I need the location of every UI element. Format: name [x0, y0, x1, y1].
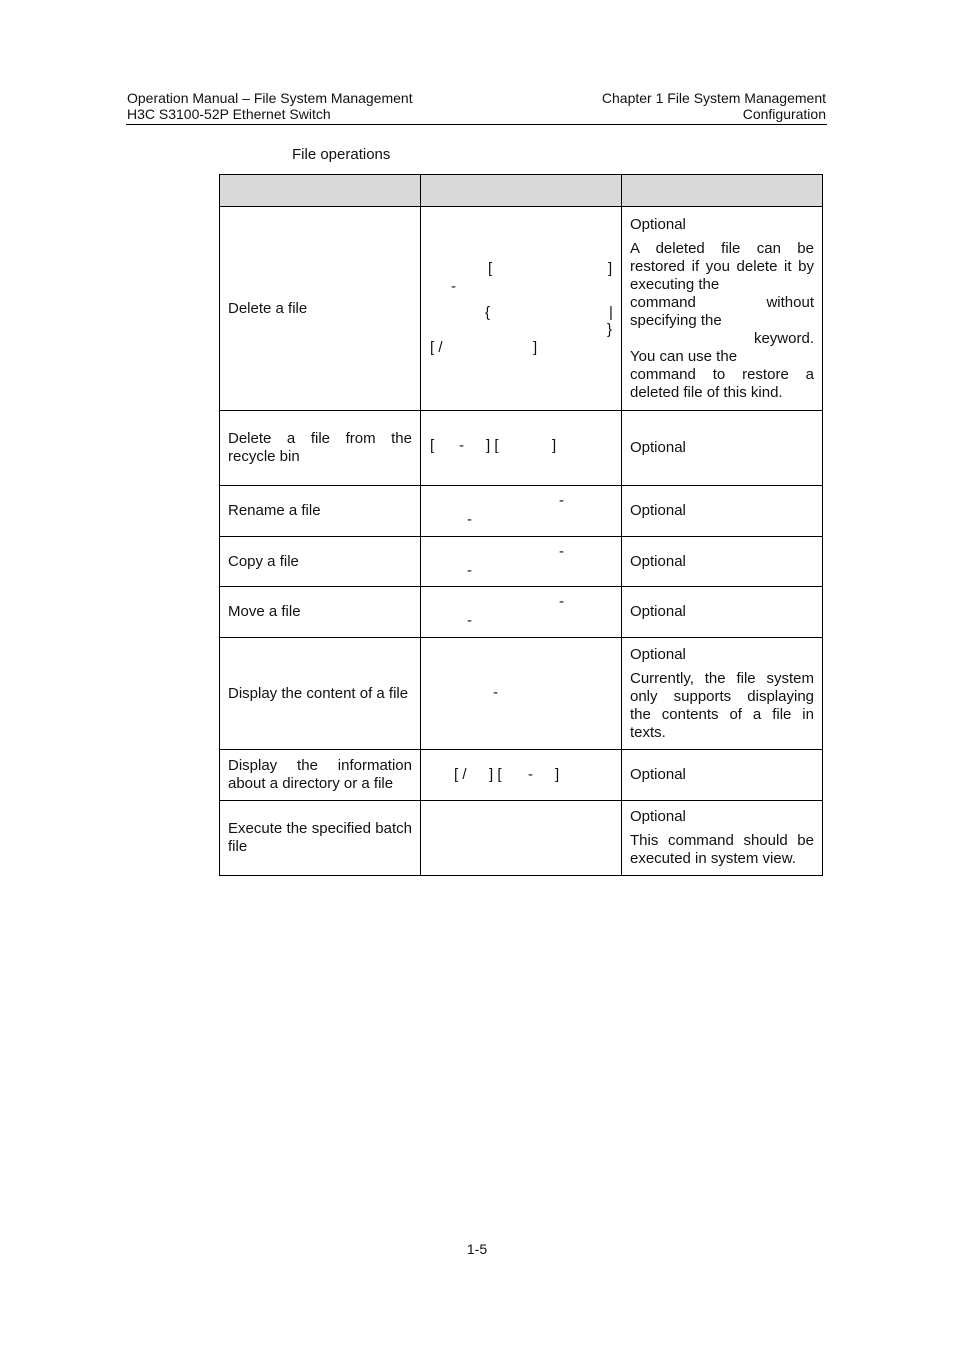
remark-optional: Optional — [630, 645, 686, 663]
table-row — [220, 587, 823, 638]
remark-cell — [622, 638, 823, 750]
header-left — [127, 90, 413, 122]
command-cell — [421, 801, 622, 876]
command-cell — [421, 207, 622, 411]
header-rule — [126, 124, 827, 125]
operation-cell: Move a file — [220, 587, 421, 638]
command-cell — [421, 750, 622, 801]
syntax-mark: [ / — [430, 339, 443, 356]
syntax-mark: { — [485, 304, 491, 321]
page-number: 1-5 — [466, 1241, 488, 1257]
syntax-mark: [ / — [454, 766, 467, 783]
syntax-mark: - — [493, 684, 498, 701]
syntax-mark: [ — [488, 260, 493, 277]
syntax-mark: - — [451, 278, 456, 295]
remark-cell: Optional — [622, 750, 823, 801]
syntax-mark: - — [559, 593, 564, 610]
syntax-mark: - — [559, 492, 564, 509]
remark-cell: Optional — [622, 486, 823, 537]
command-cell — [421, 537, 622, 587]
syntax-mark: ] [ — [489, 766, 502, 783]
remark-optional: Optional — [630, 808, 686, 825]
table-row — [220, 638, 823, 750]
remark-cell: Optional — [622, 411, 823, 486]
section-title: Configuration — [742, 106, 826, 122]
table-row — [220, 750, 823, 801]
syntax-mark: - — [528, 766, 533, 783]
remark-text: Currently, the file system only supports displaying the contents of a file in texts. — [630, 669, 814, 741]
syntax-mark: [ — [430, 437, 435, 454]
header-cell — [622, 175, 823, 207]
remark-text: A deleted file can be restored if you delete it by executing the — [630, 239, 814, 293]
command-cell — [421, 587, 622, 638]
command-cell — [421, 411, 622, 486]
syntax-mark: - — [467, 562, 472, 579]
syntax-mark: - — [459, 437, 464, 454]
operation-cell: Delete a file — [220, 207, 421, 411]
syntax-mark: - — [559, 543, 564, 560]
operation-cell: Execute the specified batch file — [220, 801, 421, 876]
command-cell — [421, 638, 622, 750]
operation-cell: Display the information about a directory or a file — [220, 750, 421, 801]
remark-cell — [622, 207, 823, 411]
remark-text: command to restore a deleted file of this kind. — [630, 365, 814, 401]
remark-optional: Optional — [630, 215, 686, 233]
table-row — [220, 207, 823, 411]
syntax-mark: ] — [555, 766, 560, 783]
remark-text: keyword. — [753, 329, 814, 347]
header-right — [602, 90, 826, 122]
remark-text: command without specifying the — [630, 293, 814, 329]
syntax-mark: ] — [608, 260, 613, 277]
table-header-row — [220, 175, 823, 207]
remark-cell: Optional — [622, 537, 823, 587]
manual-title: Operation Manual – File System Management — [127, 90, 413, 106]
table-row — [220, 411, 823, 486]
operation-cell: Delete a file from the recycle bin — [220, 411, 421, 486]
syntax-mark: ] [ — [486, 437, 499, 454]
product-name: H3C S3100-52P Ethernet Switch — [127, 106, 331, 122]
syntax-mark: - — [467, 612, 472, 629]
header-cell — [220, 175, 421, 207]
table-row — [220, 801, 823, 876]
table-row — [220, 486, 823, 537]
syntax-mark: | — [609, 304, 613, 321]
syntax-mark: ] — [552, 437, 557, 454]
operation-cell: Display the content of a file — [220, 638, 421, 750]
operation-cell: Copy a file — [220, 537, 421, 587]
table-row — [220, 537, 823, 587]
syntax-mark: ] — [533, 339, 538, 356]
command-cell — [421, 486, 622, 537]
operation-cell: Rename a file — [220, 486, 421, 537]
header-cell — [421, 175, 622, 207]
syntax-mark: } — [607, 321, 613, 338]
remark-text: You can use the — [630, 347, 738, 365]
remark-cell: Optional — [622, 587, 823, 638]
remark-text: This command should be executed in system view. — [630, 832, 814, 867]
syntax-mark: - — [467, 511, 472, 528]
chapter-title: Chapter 1 File System Management — [601, 90, 826, 106]
file-operations-table — [219, 174, 823, 876]
table-caption: File operations — [292, 146, 391, 163]
remark-cell — [622, 801, 823, 876]
